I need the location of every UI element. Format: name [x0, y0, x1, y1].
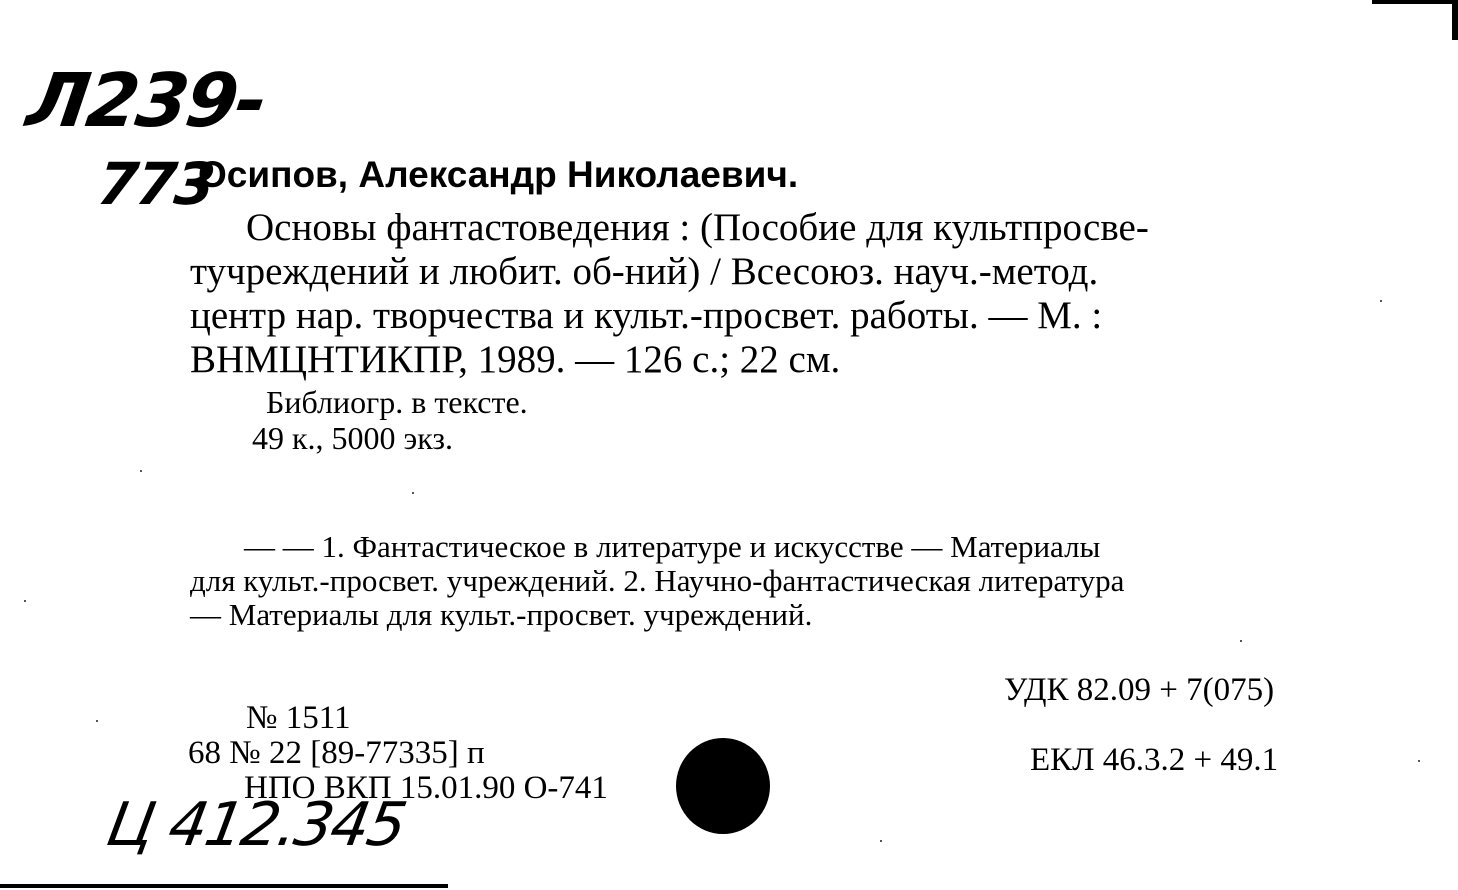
description-line: центр нар. творчества и культ.-просвет. работы. — М. :	[190, 294, 1103, 337]
scan-speck	[24, 600, 26, 602]
handwritten-shelf-mark-mid: 773	[94, 150, 217, 218]
description-line: Основы фантастоведения : (Пособие для культпросве-	[246, 206, 1149, 249]
udk-code: УДК 82.09 + 7(075)	[1004, 672, 1275, 708]
handwritten-shelf-mark-top: Л239-	[21, 58, 271, 144]
registry-printer: НПО ВКП 15.01.90 О-741	[244, 770, 608, 806]
bibliography-note: Библиогр. в тексте.	[266, 384, 528, 420]
description-line: тучреждений и любит. об-ний) / Всесоюз. науч.-метод.	[190, 250, 1099, 293]
subject-headings	[190, 530, 1350, 632]
bibliographic-description	[190, 206, 1350, 382]
card-edge-bottom	[0, 884, 448, 888]
ekl-code: ЕКЛ 46.3.2 + 49.1	[1030, 742, 1279, 778]
scan-speck	[140, 470, 142, 472]
subject-line: для культ.-просвет. учреждений. 2. Научно-фантастическая литература	[190, 563, 1125, 598]
scan-speck	[412, 492, 414, 494]
card-edge-right	[1452, 0, 1458, 40]
registry-order: 68 № 22 [89-77335] п	[188, 735, 485, 771]
subject-line: — — 1. Фантастическое в литературе и искусстве — Материалы	[244, 529, 1101, 564]
scan-speck	[1418, 760, 1420, 762]
card-edge-top-right	[1372, 0, 1458, 4]
punch-hole	[676, 738, 770, 834]
author-heading: Осипов, Александр Николаевич.	[198, 154, 799, 195]
handwritten-shelf-mark-bottom: Ц 412.345	[101, 790, 410, 860]
registry-number: № 1511	[246, 700, 351, 736]
scan-speck	[1240, 640, 1242, 642]
scan-speck	[1380, 300, 1382, 302]
scan-speck	[880, 840, 882, 842]
scan-speck	[96, 720, 98, 722]
subject-line: — Материалы для культ.-просвет. учреждений.	[190, 597, 813, 632]
description-line: ВНМЦНТИКПР, 1989. — 126 с.; 22 см.	[190, 338, 841, 381]
price-run-note: 49 к., 5000 экз.	[252, 420, 454, 456]
